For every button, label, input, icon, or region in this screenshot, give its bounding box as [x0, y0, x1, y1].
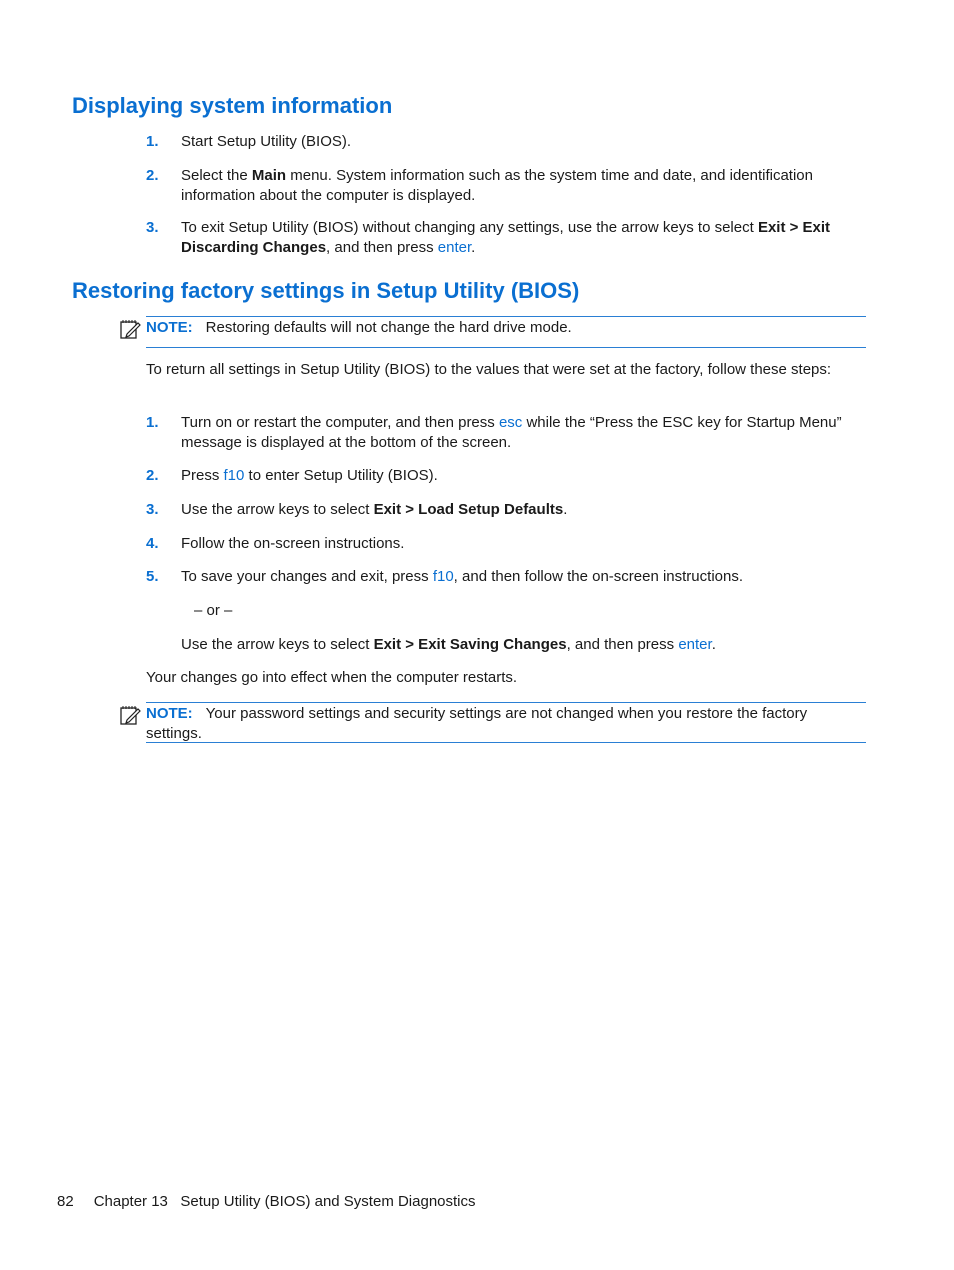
- step-text: To exit Setup Utility (BIOS) without changing any settings, use the arrow keys to select Exit > Exit Discarding Changes, and then press enter.: [181, 219, 831, 256]
- list-item: [146, 534, 866, 554]
- bold-term: Exit > Load Setup Defaults: [373, 501, 564, 518]
- intro-paragraph: To return all settings in Setup Utility (BIOS) to the values that were set at the factory, follow these steps:: [146, 361, 832, 378]
- bold-term: Exit > Exit Discarding Changes: [181, 219, 831, 256]
- section-title-displaying-system-information: Displaying system information: [72, 93, 393, 118]
- step-number: 3.: [146, 219, 159, 236]
- step-text: Use the arrow keys to select Exit > Load Setup Defaults.: [181, 501, 568, 518]
- step-text: Select the Main menu. System information such as the system time and date, and identification information about the computer is displayed.: [181, 167, 813, 204]
- list-item: [146, 166, 866, 206]
- page-footer: [57, 1192, 476, 1212]
- note-text: Restoring defaults will not change the hard drive mode.: [205, 319, 572, 336]
- step-text: Start Setup Utility (BIOS).: [181, 133, 352, 150]
- step-number: 1.: [146, 414, 159, 431]
- step-text: To save your changes and exit, press f10, and then follow the on-screen instructions.: [181, 568, 744, 585]
- step-number: 3.: [146, 501, 159, 518]
- or-separator: – or –: [194, 602, 233, 619]
- list-item: [146, 567, 866, 587]
- note-text: Your password settings and security settings are not changed when you restore the factory settings.: [146, 705, 808, 742]
- note-box: [146, 702, 866, 743]
- bold-term: Exit > Exit Saving Changes: [373, 636, 567, 653]
- note-label: NOTE:: [146, 319, 193, 336]
- step-text: Press f10 to enter Setup Utility (BIOS).: [181, 467, 438, 484]
- note-label: NOTE:: [146, 705, 193, 722]
- outro-paragraph: Your changes go into effect when the computer restarts.: [146, 669, 518, 686]
- list-item: [146, 413, 866, 453]
- note-icon: [119, 318, 141, 340]
- page-number: 82: [57, 1193, 74, 1210]
- step-number: 4.: [146, 535, 159, 552]
- step-text: Turn on or restart the computer, and then press esc while the “Press the ESC key for Startup Menu” message is displayed at the bottom of the screen.: [181, 414, 842, 451]
- list-item: [146, 132, 866, 152]
- section-title-restoring-factory-settings: Restoring factory settings in Setup Utility (BIOS): [72, 278, 580, 303]
- key-link-enter[interactable]: enter: [678, 636, 712, 653]
- step-text: Follow the on-screen instructions.: [181, 535, 405, 552]
- bold-term: Main: [251, 167, 287, 184]
- list-item: [146, 500, 866, 520]
- step-number: 5.: [146, 568, 159, 585]
- step-number: 2.: [146, 167, 159, 184]
- key-link-esc[interactable]: esc: [498, 414, 523, 431]
- list-item: [146, 466, 866, 486]
- note-icon: [119, 704, 141, 726]
- step-number: 2.: [146, 467, 159, 484]
- key-link-f10[interactable]: f10: [223, 467, 245, 484]
- chapter-title: Chapter 13 Setup Utility (BIOS) and System Diagnostics: [93, 1193, 476, 1210]
- step-number: 1.: [146, 133, 159, 150]
- note-box: [146, 316, 866, 348]
- list-item: [146, 218, 866, 258]
- alternative-step: Use the arrow keys to select Exit > Exit Saving Changes, and then press enter.: [181, 636, 716, 653]
- key-link-enter[interactable]: enter: [437, 239, 472, 256]
- key-link-f10[interactable]: f10: [432, 568, 454, 585]
